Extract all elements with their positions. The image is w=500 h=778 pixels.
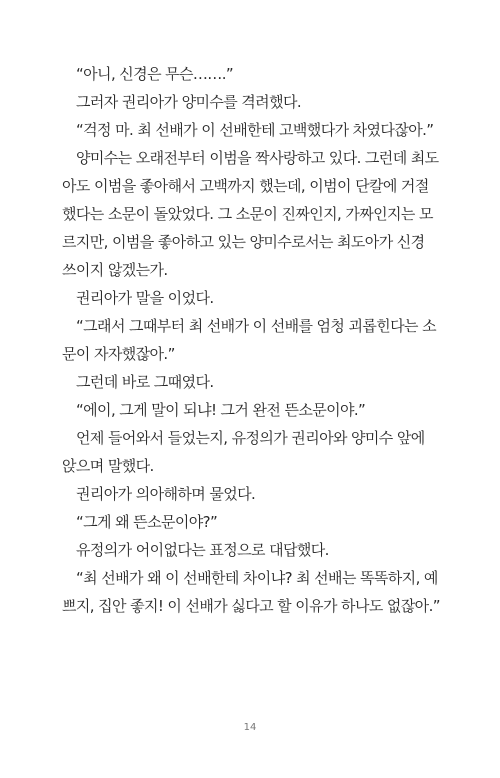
text-line: 그러자 권리아가 양미수를 격려했다.: [76, 93, 302, 111]
text-line: 쁘지, 집안 좋지! 이 선배가 싫다고 할 이유가 하나도 없잖아.”: [62, 597, 440, 615]
text-line: 앉으며 말했다.: [62, 457, 154, 475]
text-line: “최 선배가 왜 이 선배한테 차이냐? 최 선배는 똑똑하지, 예: [76, 569, 438, 587]
paragraph: [62, 144, 442, 284]
paragraph: [62, 396, 442, 424]
paragraph: [62, 368, 442, 396]
paragraph: [62, 60, 442, 88]
text-line: 했다는 소문이 돌았었다. 그 소문이 진짜인지, 가짜인지는 모: [62, 205, 433, 223]
text-line: 아도 이범을 좋아해서 고백까지 했는데, 이범이 단칼에 거절: [62, 177, 429, 195]
text-line: “아니, 신경은 무슨…….”: [76, 65, 234, 83]
text-line: “그래서 그때부터 최 선배가 이 선배를 엄청 괴롭힌다는 소: [76, 317, 436, 335]
paragraph: [62, 284, 442, 312]
text-line: 권리아가 말을 이었다.: [76, 289, 214, 307]
text-line: 유정의가 어이없다는 표정으로 대답했다.: [76, 541, 329, 559]
paragraph: [62, 480, 442, 508]
paragraph: [62, 88, 442, 116]
paragraph: [62, 536, 442, 564]
paragraph: [62, 508, 442, 536]
paragraph: [62, 116, 442, 144]
text-line: “에이, 그게 말이 되냐! 그거 완전 뜬소문이야.”: [76, 401, 366, 419]
text-line: 문이 자자했잖아.”: [62, 345, 175, 363]
text-line: 양미수는 오래전부터 이범을 짝사랑하고 있다. 그런데 최도: [76, 149, 439, 167]
paragraph: [62, 312, 442, 368]
text-line: 권리아가 의아해하며 물었다.: [76, 485, 256, 503]
text-line: 르지만, 이범을 좋아하고 있는 양미수로서는 최도아가 신경: [62, 233, 425, 251]
paragraph: [62, 424, 442, 480]
paragraph: [62, 564, 442, 620]
page-number: 14: [243, 722, 257, 733]
text-line: “그게 왜 뜬소문이야?”: [76, 513, 218, 531]
text-line: 그런데 바로 그때였다.: [76, 373, 214, 391]
text-line: 쓰이지 않겠는가.: [62, 261, 168, 279]
text-line: “걱정 마. 최 선배가 이 선배한테 고백했다가 차였다잖아.”: [76, 121, 434, 139]
text-line: 언제 들어와서 들었는지, 유정의가 권리아와 양미수 앞에: [76, 429, 425, 447]
body-text: [62, 60, 442, 620]
